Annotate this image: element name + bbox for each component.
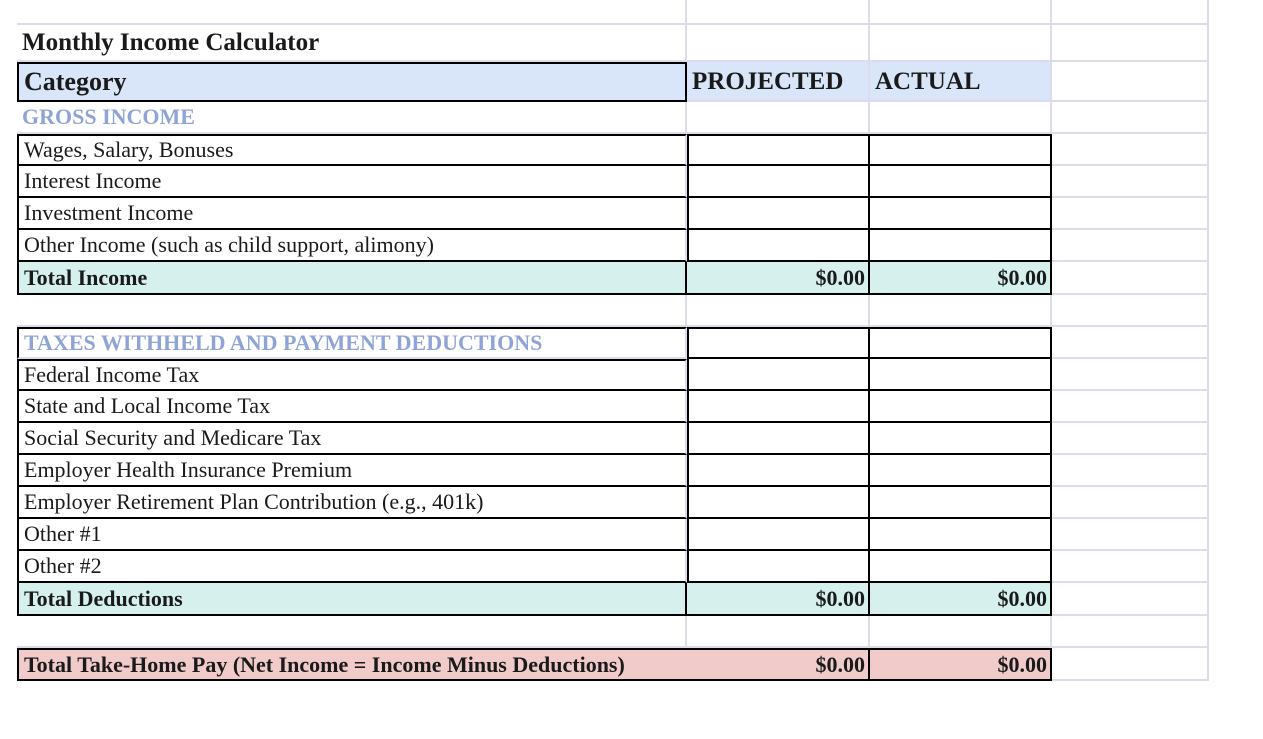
cell[interactable] [1052,519,1209,551]
table-row [17,134,1209,166]
total-income-projected[interactable]: $0.00 [687,262,870,295]
cell[interactable] [1052,295,1209,327]
cell[interactable] [870,0,1052,25]
cell[interactable] [870,25,1052,62]
header-actual[interactable]: ACTUAL [870,62,1052,102]
cell[interactable] [17,0,687,25]
table-row [17,551,1209,583]
cell[interactable] [1052,62,1209,102]
projected-input[interactable] [687,519,870,551]
cell[interactable] [1052,25,1209,62]
actual-input[interactable] [870,134,1052,166]
total-deductions-label[interactable]: Total Deductions [17,583,687,616]
total-income-label[interactable]: Total Income [17,262,687,295]
row-label[interactable]: Wages, Salary, Bonuses [17,134,687,166]
row-label[interactable]: Other Income (such as child support, alimony) [17,230,687,262]
projected-input[interactable] [687,487,870,519]
cell[interactable] [687,0,870,25]
cell[interactable] [1052,166,1209,198]
section-row [17,102,1209,134]
table-row [17,359,1209,391]
cell[interactable] [1052,551,1209,583]
actual-input[interactable] [870,230,1052,262]
row-label[interactable]: Employer Health Insurance Premium [17,455,687,487]
projected-input[interactable] [687,455,870,487]
row-label[interactable]: Other #1 [17,519,687,551]
cell[interactable] [870,327,1052,359]
cell[interactable] [1052,359,1209,391]
cell[interactable] [1052,583,1209,616]
projected-input[interactable] [687,423,870,455]
cell[interactable] [1052,391,1209,423]
cell[interactable] [687,295,870,327]
row-label[interactable]: Social Security and Medicare Tax [17,423,687,455]
actual-input[interactable] [870,423,1052,455]
cell[interactable] [1052,102,1209,134]
title-row [17,25,1209,62]
row-label[interactable]: Federal Income Tax [17,359,687,391]
total-deductions-actual[interactable]: $0.00 [870,583,1052,616]
total-deductions-row [17,583,1209,616]
header-projected[interactable]: PROJECTED [687,62,870,102]
table-row [17,519,1209,551]
projected-input[interactable] [687,551,870,583]
cell[interactable] [1052,230,1209,262]
projected-input[interactable] [687,230,870,262]
cell[interactable] [687,102,870,134]
cell[interactable] [1052,262,1209,295]
table-row [17,166,1209,198]
cell[interactable] [687,616,870,648]
cell[interactable] [687,25,870,62]
row-label[interactable]: Investment Income [17,198,687,230]
actual-input[interactable] [870,487,1052,519]
table-row [17,487,1209,519]
projected-input[interactable] [687,166,870,198]
cell[interactable] [17,295,687,327]
actual-input[interactable] [870,455,1052,487]
actual-input[interactable] [870,391,1052,423]
cell[interactable] [870,616,1052,648]
cell[interactable] [1052,455,1209,487]
actual-input[interactable] [870,519,1052,551]
table-row [17,230,1209,262]
cell[interactable] [1052,327,1209,359]
projected-input[interactable] [687,359,870,391]
section-row [17,327,1209,359]
net-income-actual[interactable]: $0.00 [870,648,1052,681]
table-row [17,391,1209,423]
total-income-row [17,262,1209,295]
cell[interactable] [17,616,687,648]
grid-row-blank [17,0,1209,25]
cell[interactable] [870,295,1052,327]
net-income-label[interactable]: Total Take-Home Pay (Net Income = Income Minus Deductions) [17,648,687,681]
row-label[interactable]: Employer Retirement Plan Contribution (e.g., 401k) [17,487,687,519]
actual-input[interactable] [870,166,1052,198]
net-income-projected[interactable]: $0.00 [687,648,870,681]
cell[interactable] [1052,648,1209,681]
total-income-actual[interactable]: $0.00 [870,262,1052,295]
net-income-row [17,648,1209,681]
header-row [17,62,1209,102]
sheet-title[interactable]: Monthly Income Calculator [17,25,687,62]
projected-input[interactable] [687,391,870,423]
cell[interactable] [1052,0,1209,25]
projected-input[interactable] [687,134,870,166]
cell[interactable] [1052,423,1209,455]
row-label[interactable]: State and Local Income Tax [17,391,687,423]
row-label[interactable]: Other #2 [17,551,687,583]
cell[interactable] [1052,198,1209,230]
cell[interactable] [1052,616,1209,648]
total-deductions-projected[interactable]: $0.00 [687,583,870,616]
actual-input[interactable] [870,551,1052,583]
header-category[interactable]: Category [17,62,687,102]
table-row [17,423,1209,455]
section-taxes-deductions[interactable]: TAXES WITHHELD AND PAYMENT DEDUCTIONS [17,327,687,359]
cell[interactable] [1052,134,1209,166]
table-row [17,198,1209,230]
section-gross-income[interactable]: GROSS INCOME [17,102,687,134]
table-row [17,455,1209,487]
cell[interactable] [687,327,870,359]
row-label[interactable]: Interest Income [17,166,687,198]
actual-input[interactable] [870,359,1052,391]
grid-row-blank [17,295,1209,327]
cell[interactable] [1052,487,1209,519]
actual-input[interactable] [870,198,1052,230]
projected-input[interactable] [687,198,870,230]
grid-row-blank [17,616,1209,648]
cell[interactable] [870,102,1052,134]
